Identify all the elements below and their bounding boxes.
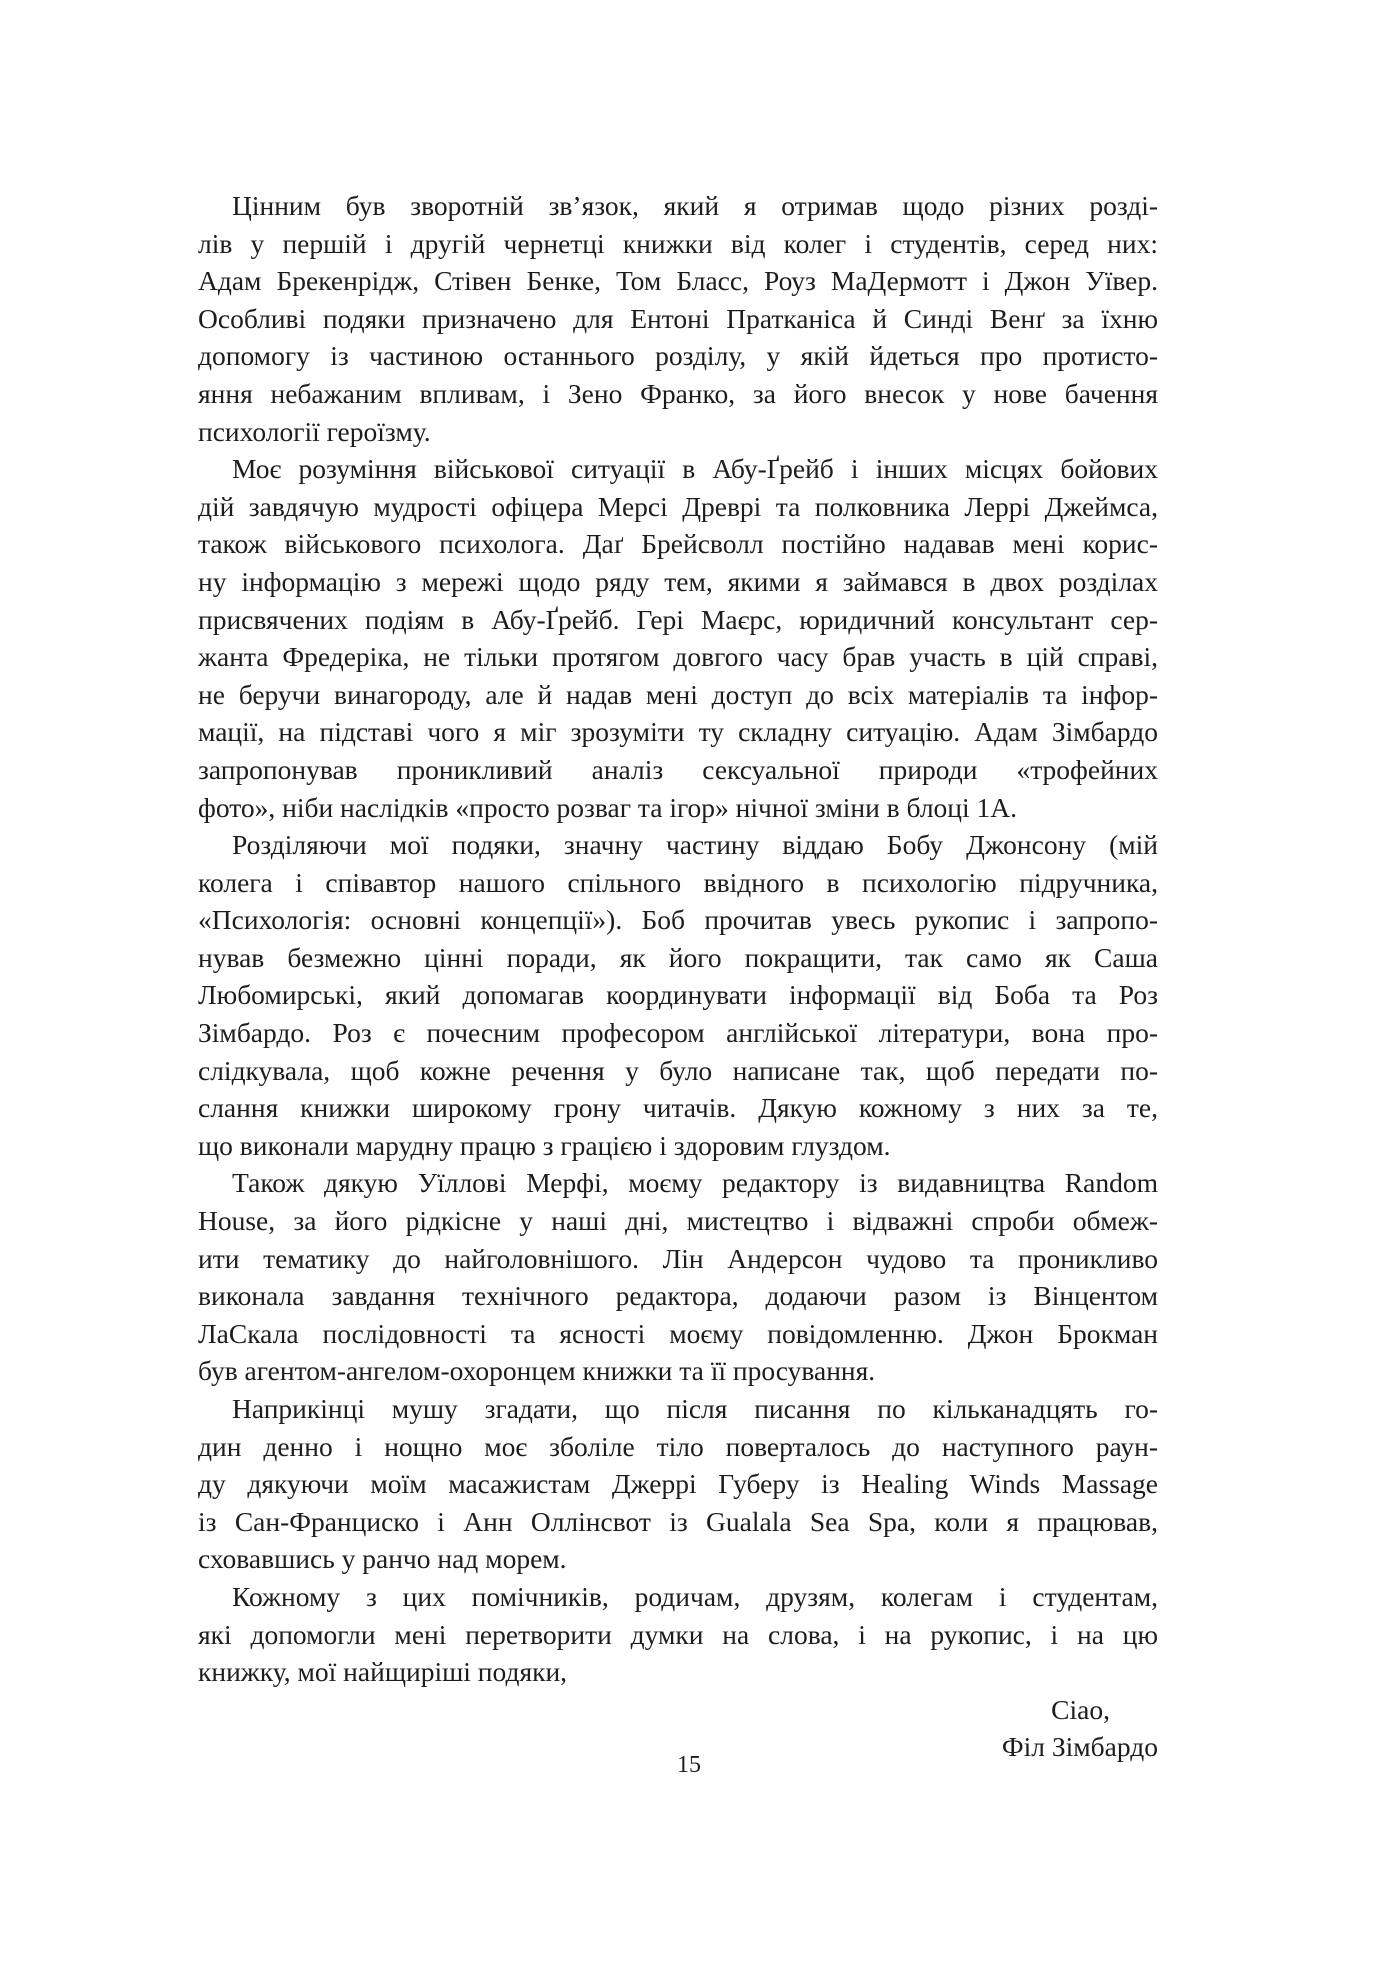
text-line: виконала завдання технічного редактора, додаючи разом із Вінцентом bbox=[198, 1280, 1158, 1312]
signature-closing: Ciao, bbox=[1051, 1693, 1110, 1725]
paragraph bbox=[198, 187, 1158, 450]
text-line: нував безмежно цінні поради, як його покращити, так само як Саша bbox=[198, 941, 1158, 973]
text-line: із Сан-Франциско і Анн Оллінсвот із Gualala Sea Spa, коли я працював, bbox=[198, 1505, 1158, 1537]
text-line: House, за його рідкісне у наші дні, мистецтво і відважні спроби обмеж- bbox=[198, 1205, 1158, 1237]
text-line: що виконали марудну працю з грацією і здоровим глуздом. bbox=[198, 1129, 891, 1161]
text-line: Зімбардо. Роз є почесним професором англійської літератури, вона про- bbox=[198, 1017, 1158, 1049]
text-line: психології героїзму. bbox=[198, 415, 431, 447]
text-line: не беручи винагороду, але й надав мені доступ до всіх матеріалів та інфор- bbox=[198, 678, 1158, 710]
text-line: ЛаСкала послідовності та ясності моєму повідомленню. Джон Брокман bbox=[198, 1317, 1158, 1349]
text-line: жанта Фредеріка, не тільки протягом довгого часу брав участь в цій справі, bbox=[198, 641, 1158, 673]
text-line: дій завдячую мудрості офіцера Мерсі Древрі та полковника Леррі Джеймса, bbox=[198, 490, 1158, 522]
text-line: Цінним був зворотній зв’язок, який я отримав щодо різних розді- bbox=[232, 190, 1158, 221]
text-line: також військового психолога. Даґ Брейсволл постійно надавав мені корис- bbox=[198, 528, 1158, 560]
text-line: Також дякую Уїллові Мерфі, моєму редактору із видавництва Random bbox=[232, 1167, 1158, 1199]
text-line: слання книжки широкому грону читачів. Дякую кожному з них за те, bbox=[198, 1092, 1158, 1124]
paragraph bbox=[198, 450, 1158, 826]
text-line: Наприкінці мушу згадати, що після писання по кільканадцять го- bbox=[232, 1393, 1158, 1424]
text-line: книжку, мої найщиріші подяки, bbox=[198, 1656, 568, 1688]
text-line: яння небажаним впливам, і Зено Франко, за його внесок у нове бачення bbox=[198, 377, 1158, 409]
text-line: слідкувала, щоб кожне речення у було написане так, щоб передати по- bbox=[198, 1054, 1158, 1086]
text-line: Кожному з цих помічників, родичам, друзям, колегам і студентам, bbox=[232, 1580, 1158, 1612]
text-line: сховавшись у ранчо над морем. bbox=[198, 1543, 567, 1575]
paragraph bbox=[198, 1390, 1158, 1578]
signature-name: Філ Зімбардо bbox=[1001, 1731, 1158, 1763]
text-line: лів у першій і другій чернетці книжки від колег і студентів, серед них: bbox=[198, 227, 1158, 259]
text-line: Розділяючи мої подяки, значну частину віддаю Бобу Джонсону (мій bbox=[232, 829, 1158, 861]
text-line: ду дякуючи моїм масажистам Джеррі Губеру із Healing Winds Massage bbox=[198, 1468, 1158, 1500]
paragraph bbox=[198, 1164, 1158, 1390]
text-line: Особливі подяки призначено для Ентоні Пратканіса й Синді Венґ за їхню bbox=[198, 302, 1158, 334]
text-line: присвячених подіям в Абу-Ґрейб. Гері Маєрс, юридичний консультант сер- bbox=[198, 603, 1158, 635]
text-line: мації, на підставі чого я міг зрозуміти ту складну ситуацію. Адам Зімбардо bbox=[198, 716, 1158, 748]
text-line: фото», ніби наслідків «просто розваг та ігор» нічної зміни в блоці 1А. bbox=[198, 791, 1018, 823]
text-line: допомогу із частиною останнього розділу, у якій йдеться про протисто- bbox=[198, 340, 1158, 372]
text-line: «Психологія: основні концепції»). Боб прочитав увесь рукопис і запропо- bbox=[198, 904, 1158, 936]
text-line: ну інформацію з мережі щодо ряду тем, якими я займався в двох розділах bbox=[198, 565, 1158, 597]
paragraph bbox=[198, 1578, 1158, 1691]
text-line: був агентом-ангелом-охоронцем книжки та її просування. bbox=[198, 1355, 876, 1387]
body-text bbox=[198, 187, 1158, 1766]
page-number: 15 bbox=[677, 1752, 701, 1778]
text-line: які допомогли мені перетворити думки на слова, і на рукопис, і на цю bbox=[198, 1618, 1158, 1650]
text-line: Любомирські, який допомагав координувати інформації від Боба та Роз bbox=[198, 979, 1158, 1011]
text-line: Моє розуміння військової ситуації в Абу-Ґрейб і інших місцях бойових bbox=[232, 453, 1158, 485]
text-line: Адам Брекенрідж, Стівен Бенке, Том Бласс, Роуз МаДермотт і Джон Уївер. bbox=[198, 265, 1158, 297]
text-line: запропонував проникливий аналіз сексуальної природи «трофейних bbox=[198, 753, 1158, 785]
text-line: ити тематику до найголовнішого. Лін Андерсон чудово та проникливо bbox=[198, 1242, 1158, 1274]
text-line: дин денно і нощно моє зболіле тіло поверталось до наступного раун- bbox=[198, 1430, 1158, 1462]
text-line: колега і співавтор нашого спільного ввідного в психологію підручника, bbox=[198, 866, 1158, 898]
paragraph bbox=[198, 826, 1158, 1164]
